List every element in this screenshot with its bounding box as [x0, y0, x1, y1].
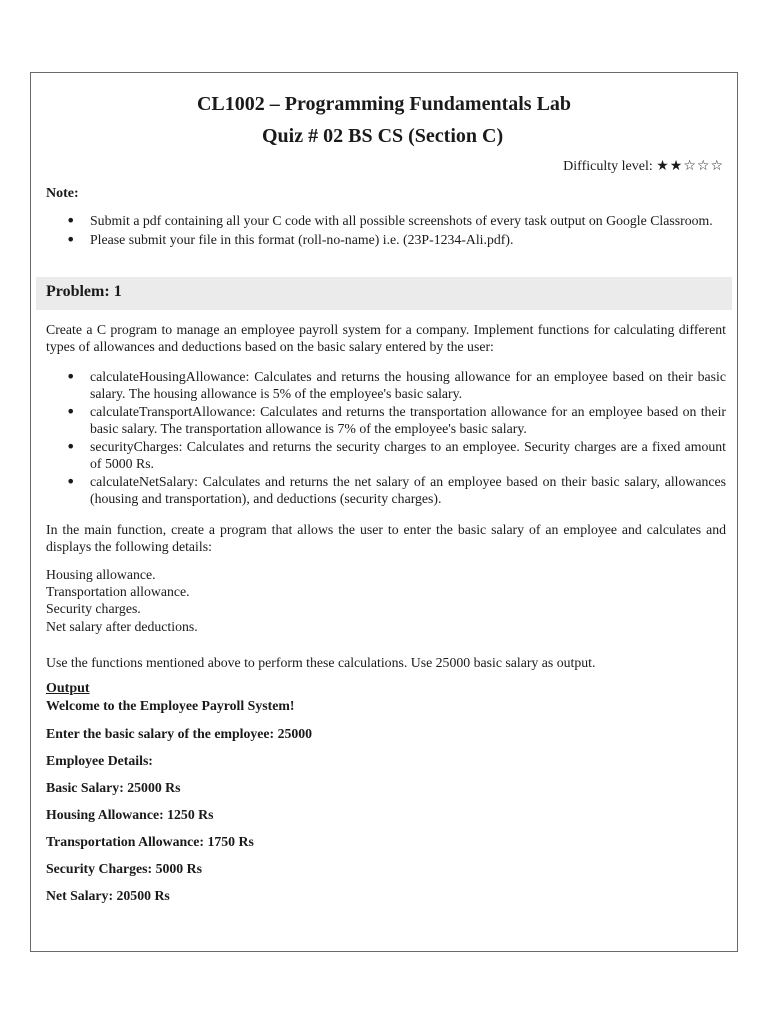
task-item-net-salary: • calculateNetSalary: Calculates and returns the net salary of an employee based on their basic salary, allowances (housing and transportation), and deductions (security charges).: [46, 473, 726, 507]
main-function-text: In the main function, create a program that allows the user to enter the basic salary of an employee and calculates and displays the following details:: [46, 522, 726, 554]
task-item-security: • securityCharges: Calculates and returns the security charges to an employee. Security charges are a fixed amount of 5000 Rs.: [46, 438, 726, 472]
note-item: • Please submit your file in this format (roll-no-name) i.e. (23P-1234-Ali.pdf).: [46, 231, 726, 248]
use-functions-text: Use the functions mentioned above to perform these calculations. Use 25000 basic salary as output.: [46, 655, 596, 670]
problem-heading: Problem: 1: [36, 277, 732, 310]
note-list: [46, 212, 726, 250]
difficulty-level: [563, 158, 724, 175]
output-prompt: Enter the basic salary of the employee: 25000: [46, 726, 313, 741]
detail-security: Security charges.: [46, 601, 141, 616]
output-details-heading: Employee Details:: [46, 753, 153, 768]
note-heading: Note:: [46, 186, 79, 201]
output-welcome: Welcome to the Employee Payroll System!: [46, 698, 295, 713]
document-title: CL1002 – Programming Fundamentals Lab: [196, 93, 572, 115]
detail-housing: Housing allowance.: [46, 567, 156, 582]
problem-intro: Create a C program to manage an employee payroll system for a company. Implement functions for calculating different types of allowances and deductions based on the basic salary entered by the user:: [46, 322, 726, 354]
output-transport: Transportation Allowance: 1750 Rs: [46, 834, 254, 849]
output-heading: Output: [46, 681, 90, 696]
note-item: • Submit a pdf containing all your C code with all possible screenshots of every task output on Google Classroom.: [46, 212, 726, 229]
quiz-subtitle: Quiz # 02 BS CS (Section C): [262, 125, 504, 147]
task-list: [46, 368, 726, 508]
detail-net-salary: Net salary after deductions.: [46, 619, 198, 634]
output-security: Security Charges: 5000 Rs: [46, 861, 202, 876]
output-net-salary: Net Salary: 20500 Rs: [46, 888, 170, 903]
task-item-housing: • calculateHousingAllowance: Calculates and returns the housing allowance for an employee based on their basic salary. The housing allowance is 5% of the employee's basic salary.: [46, 368, 726, 402]
detail-transport: Transportation allowance.: [46, 584, 190, 599]
output-basic-salary: Basic Salary: 25000 Rs: [46, 780, 181, 795]
difficulty-stars-icon: ★★☆☆☆: [656, 158, 724, 174]
output-housing: Housing Allowance: 1250 Rs: [46, 807, 214, 822]
task-item-transport: • calculateTransportAllowance: Calculates and returns the transportation allowance for an employee based on their basic salary. The transportation allowance is 7% of the employee's basic salary.: [46, 403, 726, 437]
difficulty-label: Difficulty level:: [563, 159, 653, 174]
